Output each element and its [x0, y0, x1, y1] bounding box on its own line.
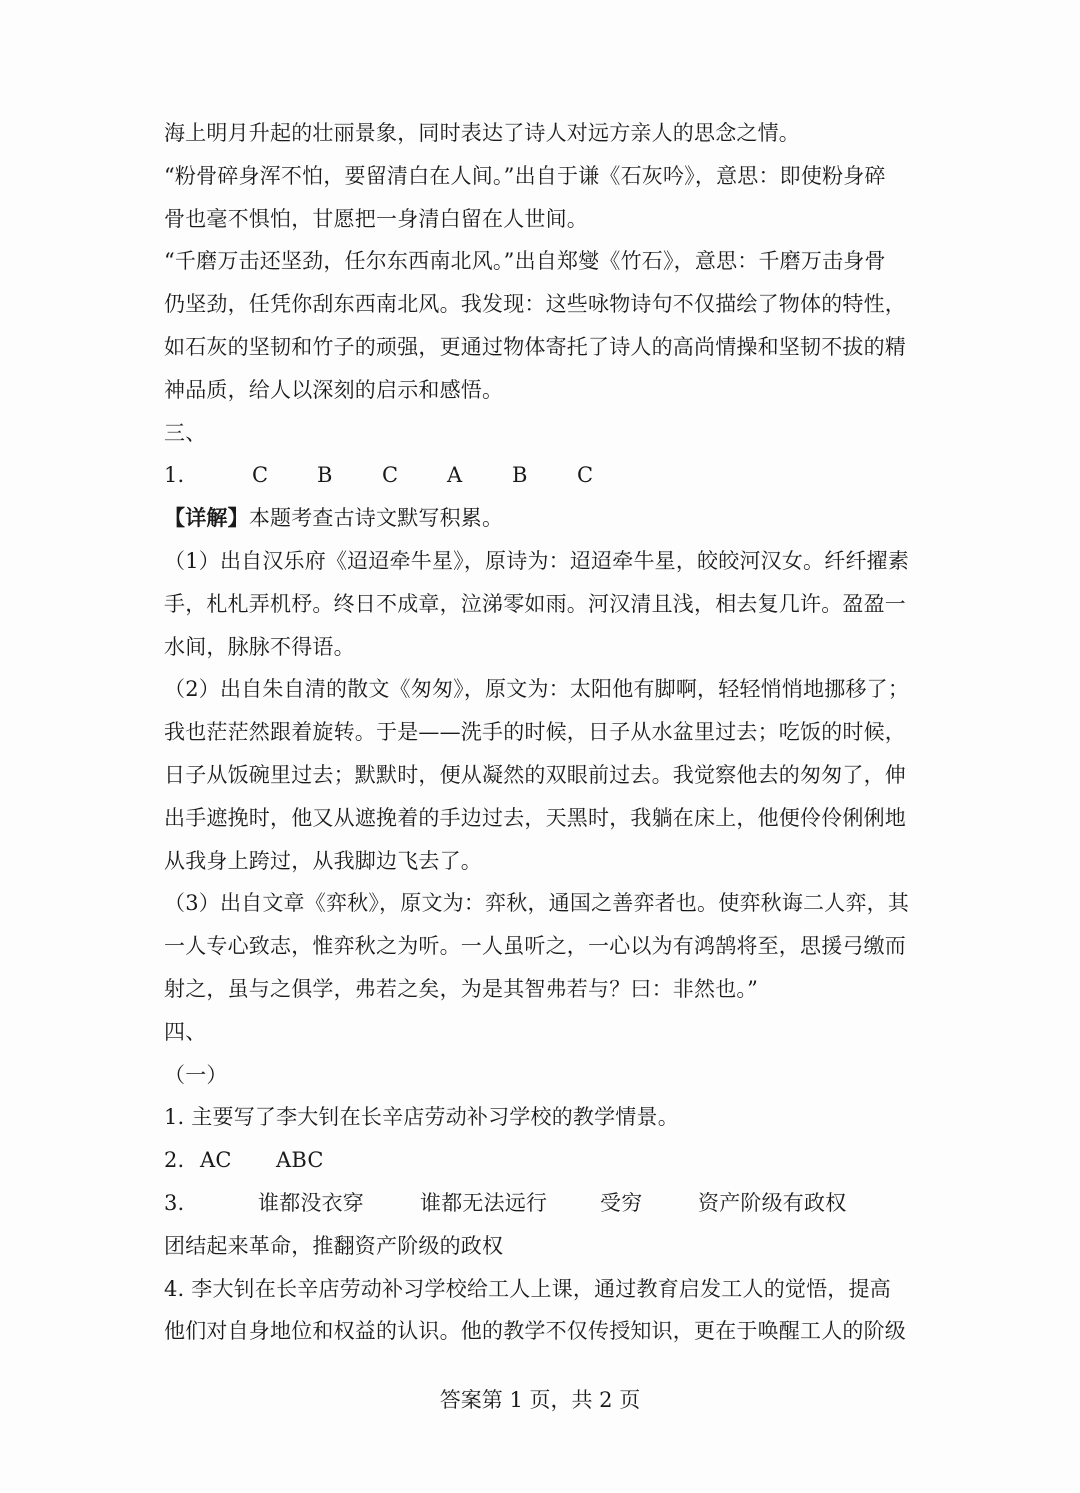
text-line: 手，札札弄机杼。终日不成章，泣涕零如雨。河汉清且浅，相去复几许。盈盈一	[164, 591, 906, 616]
text-line: 一人专心致志，惟弈秋之为听。一人虽听之，一心以为有鸿鹄将至，思援弓缴而	[164, 934, 906, 959]
question-3-answers	[164, 1182, 924, 1225]
text-line: 海上明月升起的壮丽景象，同时表达了诗人对远方亲人的思念之情。	[164, 121, 800, 145]
text-line: 仍坚劲，任凭你刮东西南北风。我发现：这些咏物诗句不仅描绘了物体的特性，	[164, 292, 906, 317]
text-line: 神品质，给人以深刻的启示和感悟。	[164, 377, 504, 402]
text-line: 他们对自身地位和权益的认识。他的教学不仅传授知识，更在于唤醒工人的阶级	[164, 1319, 906, 1344]
text-line: 团结起来革命，推翻资产阶级的政权	[164, 1233, 504, 1258]
fill-answer: 谁都没衣穿	[258, 1190, 364, 1215]
fill-answer: 谁都无法远行	[420, 1190, 548, 1215]
text-line: 我也茫茫然跟着旋转。于是——洗手的时候，日子从水盆里过去；吃饭的时候，	[164, 720, 906, 745]
detail-line	[164, 497, 924, 540]
question-number: 2.	[164, 1148, 185, 1173]
question-1-answers	[164, 454, 924, 497]
text-line: 水间，脉脉不得语。	[164, 634, 355, 659]
text-line: 日子从饭碗里过去；默默时，便从凝然的双眼前过去。我觉察他去的匆匆了，伸	[164, 762, 906, 787]
answer-choice: B	[512, 463, 528, 488]
text-line: “粉骨碎身浑不怕，要留清白在人间。”出自于谦《石灰吟》，意思：即使粉身碎	[164, 163, 886, 188]
question-number: 1.	[164, 463, 185, 488]
text-line: 骨也毫不惧怕，甘愿把一身清白留在人世间。	[164, 206, 588, 231]
text-line: 出手遮挽时，他又从遮挽着的手边过去，天黑时，我躺在床上，他便伶伶俐俐地	[164, 805, 906, 830]
answer-choice: B	[317, 463, 333, 488]
text-line: 射之，虽与之俱学，弗若之矣，为是其智弗若与？曰：非然也。”	[164, 976, 759, 1001]
section-heading-4: 四、	[164, 1019, 207, 1044]
text-line: （1）出自汉乐府《迢迢牵牛星》，原诗为：迢迢牵牛星，皎皎河汉女。纤纤擢素	[164, 548, 910, 573]
question-number: 3.	[164, 1190, 185, 1215]
answer-content	[164, 112, 924, 1353]
detail-text: 本题考查古诗文默写积累。	[248, 506, 504, 531]
fill-answer: 资产阶级有政权	[698, 1190, 847, 1215]
text-line: 1. 主要写了李大钊在长辛店劳动补习学校的教学情景。	[164, 1105, 679, 1130]
section-heading-3: 三、	[164, 420, 207, 445]
answer-choice: AC	[200, 1148, 232, 1173]
answer-choice: C	[252, 463, 269, 488]
answer-choice: ABC	[276, 1148, 324, 1173]
text-line: （2）出自朱自清的散文《匆匆》，原文为：太阳他有脚啊，轻轻悄悄地挪移了；	[164, 677, 910, 702]
detail-label: 【详解】	[164, 505, 249, 531]
answer-choice: C	[382, 463, 399, 488]
page-footer: 答案第 1 页，共 2 页	[439, 1388, 641, 1412]
question-2-answers	[164, 1139, 924, 1182]
text-line: “千磨万击还坚劲，任尔东西南北风。”出自郑燮《竹石》，意思：千磨万击身骨	[164, 249, 886, 274]
text-line: 从我身上跨过，从我脚边飞去了。	[164, 848, 482, 873]
text-line: 4. 李大钊在长辛店劳动补习学校给工人上课，通过教育启发工人的觉悟，提高	[164, 1276, 891, 1301]
answer-choice: A	[447, 463, 463, 488]
answer-choice: C	[577, 463, 594, 488]
text-line: （3）出自文章《弈秋》，原文为：弈秋，通国之善弈者也。使弈秋诲二人弈，其	[164, 891, 910, 916]
subsection-heading: （一）	[164, 1062, 228, 1087]
text-line: 如石灰的坚韧和竹子的顽强，更通过物体寄托了诗人的高尚情操和坚韧不拔的精	[164, 334, 906, 359]
fill-answer: 受穷	[600, 1190, 643, 1215]
